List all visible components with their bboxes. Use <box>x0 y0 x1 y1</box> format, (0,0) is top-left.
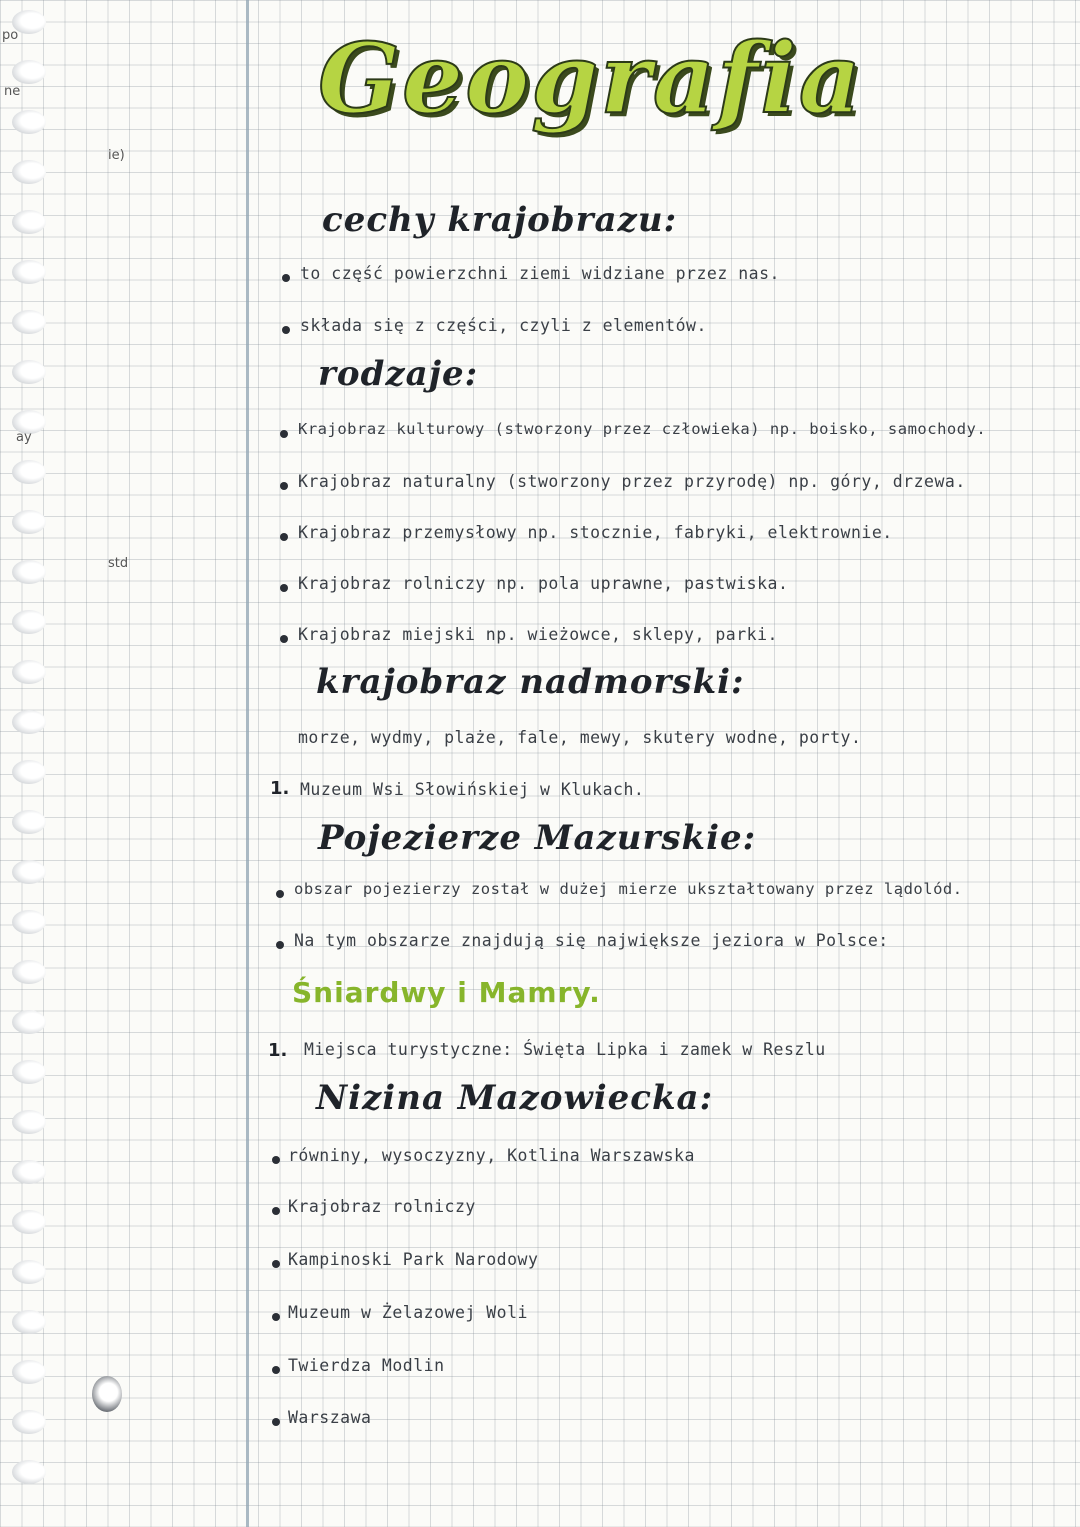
margin-note: ie) <box>108 148 125 163</box>
bullet-icon <box>280 584 288 592</box>
binder-hole <box>12 860 46 884</box>
binder-hole <box>12 1110 46 1134</box>
heading-cechy: cechy krajobrazu: <box>322 200 678 240</box>
binder-hole <box>12 960 46 984</box>
binder-hole <box>12 610 46 634</box>
binder-hole <box>12 1460 46 1484</box>
binder-hole <box>12 60 46 84</box>
text-line: obszar pojezierzy został w dużej mierze ukształtowany przez lądolód. <box>294 880 963 898</box>
binder-hole <box>12 210 46 234</box>
text-line: Krajobraz miejski np. wieżowce, sklepy, parki. <box>298 625 778 644</box>
text-line: Miejsca turystyczne: Święta Lipka i zamek w Reszlu <box>304 1040 826 1059</box>
margin-note: po <box>2 28 19 43</box>
heading-nizina: Nizina Mazowiecka: <box>316 1078 714 1118</box>
page-title: Geografia <box>318 22 863 135</box>
binder-hole <box>12 460 46 484</box>
bullet-icon <box>282 326 290 334</box>
binder-hole <box>12 1210 46 1234</box>
bullet-icon <box>272 1156 280 1164</box>
bullet-icon <box>280 430 288 438</box>
margin-note: std <box>108 556 129 571</box>
heading-rodzaje: rodzaje: <box>318 354 479 394</box>
text-line: Twierdza Modlin <box>288 1356 445 1375</box>
binder-hole <box>12 1260 46 1284</box>
binder-hole <box>12 1160 46 1184</box>
text-line: Krajobraz rolniczy <box>288 1197 476 1216</box>
binder-hole <box>12 710 46 734</box>
text-line: Krajobraz naturalny (stworzony przez przyrodę) np. góry, drzewa. <box>298 472 966 491</box>
text-line: Na tym obszarze znajdują się największe jeziora w Polsce: <box>294 931 889 950</box>
binder-hole <box>12 310 46 334</box>
heading-pojezierze: Pojezierze Mazurskie: <box>318 818 757 858</box>
bullet-icon <box>280 635 288 643</box>
bullet-icon <box>282 274 290 282</box>
text-line: równiny, wysoczyzny, Kotlina Warszawska <box>288 1146 695 1165</box>
bullet-icon <box>276 941 284 949</box>
binder-hole <box>12 1310 46 1334</box>
list-number: 1. <box>270 778 290 799</box>
pencil-circle-mark <box>92 1376 122 1412</box>
binder-hole <box>12 560 46 584</box>
margin-note: ay <box>16 430 32 445</box>
margin-line <box>246 0 249 1527</box>
text-line: Kampinoski Park Narodowy <box>288 1250 539 1269</box>
bullet-icon <box>272 1207 280 1215</box>
text-line: Muzeum Wsi Słowińskiej w Klukach. <box>300 780 645 799</box>
binder-hole <box>12 1060 46 1084</box>
text-line: Krajobraz przemysłowy np. stocznie, fabryki, elektrownie. <box>298 523 893 542</box>
binder-hole <box>12 760 46 784</box>
binder-hole <box>12 1010 46 1034</box>
bullet-icon <box>272 1366 280 1374</box>
binder-hole <box>12 360 46 384</box>
bullet-icon <box>280 482 288 490</box>
binder-holes <box>12 10 52 1520</box>
binder-hole <box>12 510 46 534</box>
text-line: Muzeum w Żelazowej Woli <box>288 1303 528 1322</box>
lakes-highlight: Śniardwy i Mamry. <box>292 976 601 1009</box>
heading-nadmorski: krajobraz nadmorski: <box>316 662 745 702</box>
bullet-icon <box>272 1260 280 1268</box>
list-number: 1. <box>268 1040 288 1061</box>
binder-hole <box>12 1410 46 1434</box>
bullet-icon <box>276 890 284 898</box>
margin-note: ne <box>4 84 21 99</box>
binder-hole <box>12 910 46 934</box>
binder-hole <box>12 160 46 184</box>
text-line: składa się z części, czyli z elementów. <box>300 316 707 335</box>
text-line: Warszawa <box>288 1408 372 1427</box>
binder-hole <box>12 1360 46 1384</box>
bullet-icon <box>272 1418 280 1426</box>
text-line: Krajobraz kulturowy (stworzony przez człowieka) np. boisko, samochody. <box>298 420 987 438</box>
binder-hole <box>12 110 46 134</box>
text-line: to część powierzchni ziemi widziane przez nas. <box>300 264 780 283</box>
binder-hole <box>12 660 46 684</box>
binder-hole <box>12 810 46 834</box>
binder-hole <box>12 260 46 284</box>
text-line: morze, wydmy, plaże, fale, mewy, skutery wodne, porty. <box>298 728 862 747</box>
bullet-icon <box>272 1313 280 1321</box>
text-line: Krajobraz rolniczy np. pola uprawne, pastwiska. <box>298 574 789 593</box>
bullet-icon <box>280 533 288 541</box>
